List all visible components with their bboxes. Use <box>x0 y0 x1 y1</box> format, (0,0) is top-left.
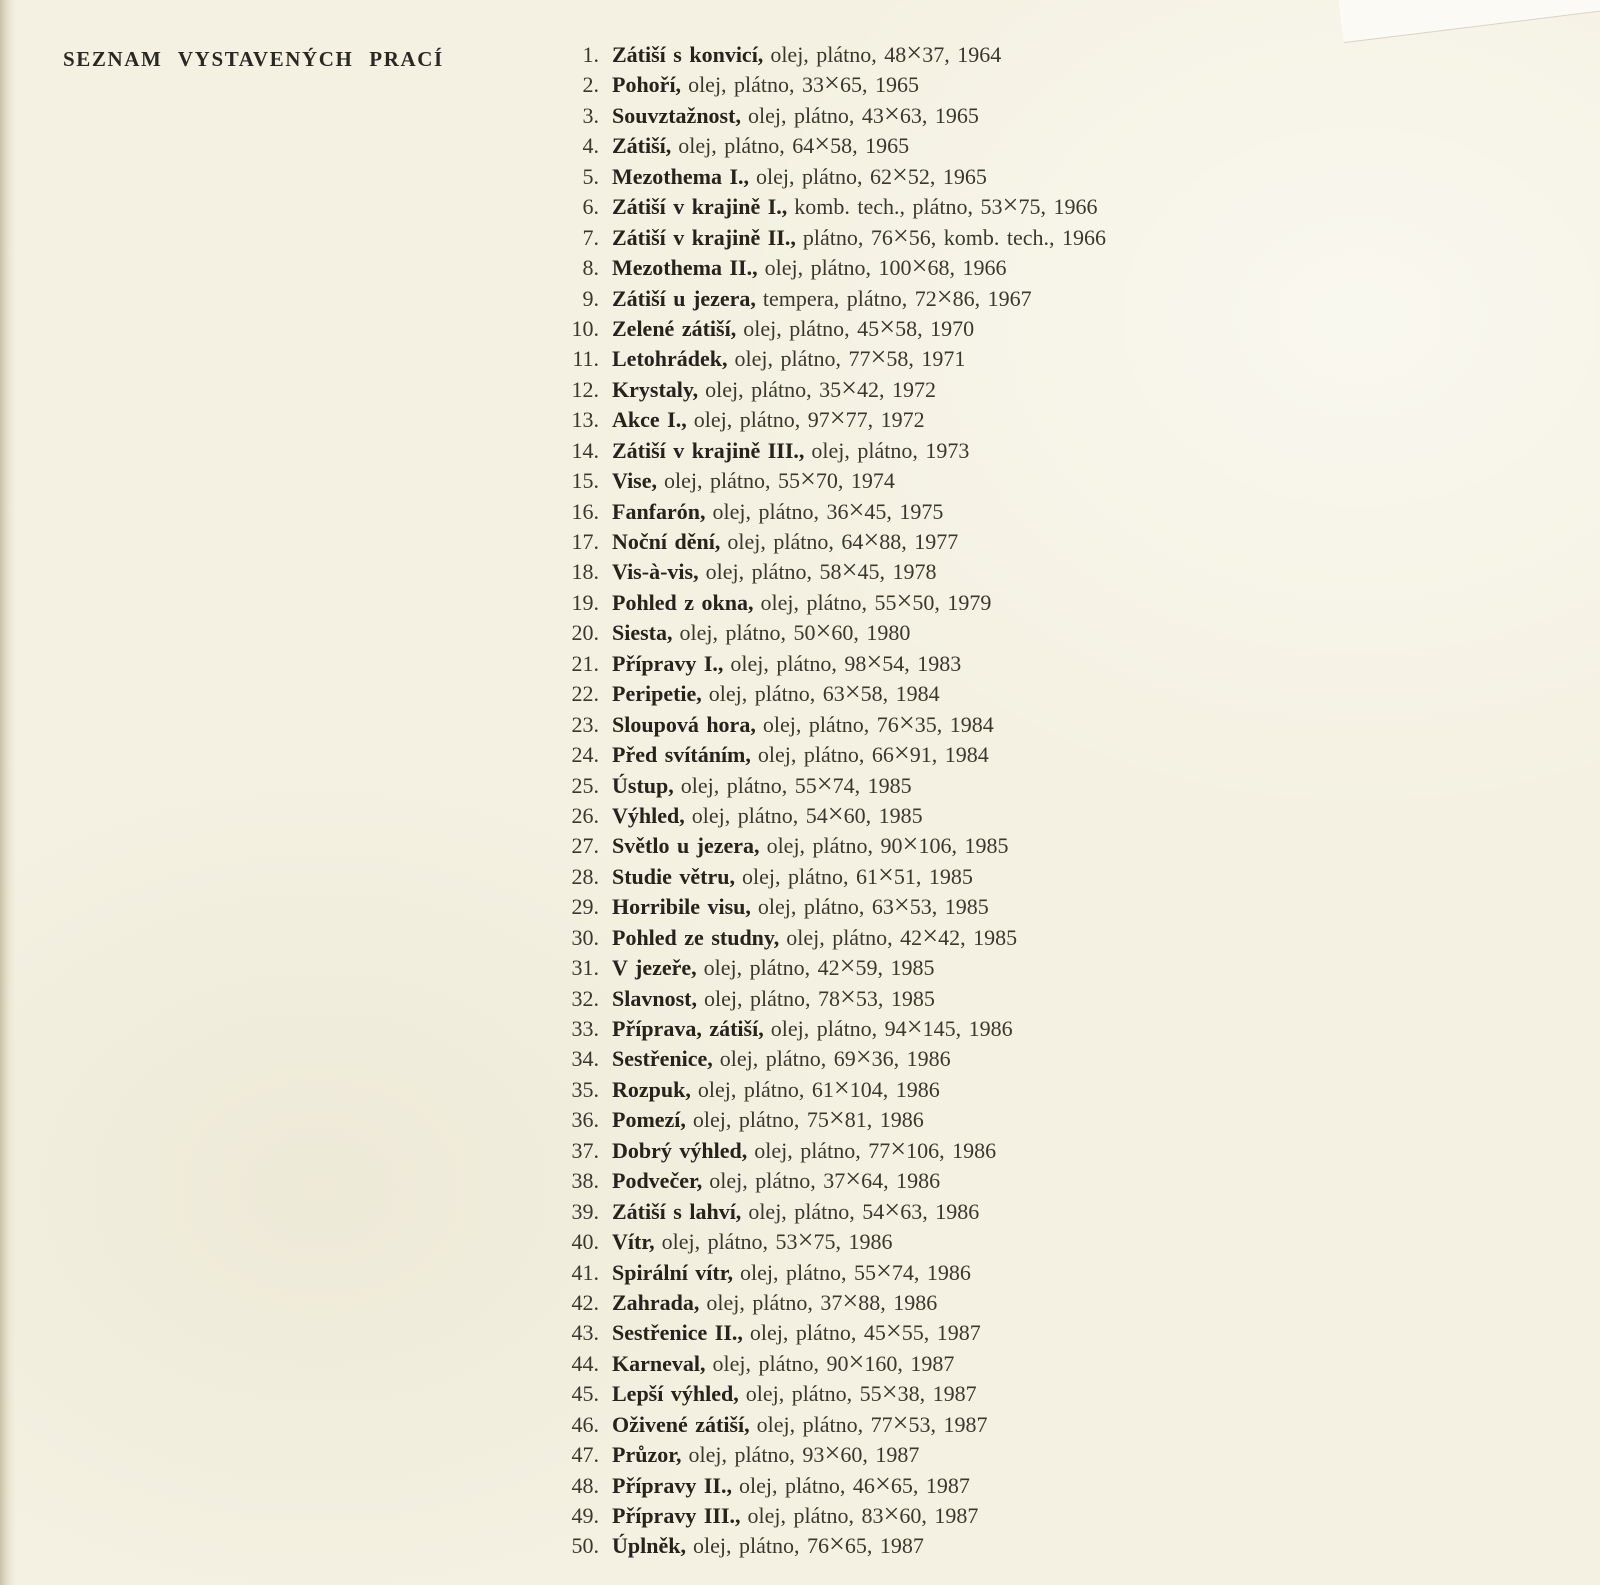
times-glyph: × <box>936 281 953 313</box>
item-number: 12. <box>571 376 599 402</box>
item-number: 9. <box>582 285 599 311</box>
item-title: Pomezí, <box>612 1107 686 1133</box>
item-number: 18. <box>571 559 599 585</box>
item-title: Noční dění, <box>612 529 721 554</box>
item-details: olej, plátno, 69×36, 1986 <box>719 1042 951 1074</box>
item-number: 22. <box>571 681 599 707</box>
item-title: Sestřenice II., <box>612 1320 743 1346</box>
list-item <box>553 740 1106 770</box>
times-glyph: × <box>922 920 939 952</box>
item-title: Zelené zátiší, <box>612 315 737 341</box>
item-number: 46. <box>571 1411 599 1437</box>
list-item <box>553 527 1106 557</box>
times-glyph: × <box>845 1164 862 1196</box>
item-title: Slavnost, <box>612 985 697 1011</box>
list-item <box>553 253 1106 283</box>
item-title: Krystaly, <box>612 376 699 402</box>
item-title: Přípravy I., <box>612 650 724 676</box>
item-number: 25. <box>571 772 599 798</box>
times-glyph: × <box>898 707 915 739</box>
list-item <box>553 892 1106 922</box>
item-title: Výhled, <box>612 802 685 828</box>
times-glyph: × <box>906 38 923 69</box>
item-details: olej, plátno, 55×70, 1974 <box>664 464 895 496</box>
item-details: olej, plátno, 37×88, 1986 <box>706 1285 938 1317</box>
item-title: Vítr, <box>612 1229 655 1255</box>
list-item <box>553 192 1106 222</box>
item-details: olej, plátno, 93×60, 1987 <box>688 1438 920 1470</box>
item-number: 8. <box>582 255 599 281</box>
item-title: Zátiší v krajině II., <box>612 224 796 250</box>
works-list <box>553 40 1106 1562</box>
times-glyph: × <box>911 251 928 283</box>
list-item <box>553 98 1106 131</box>
item-number: 45. <box>571 1381 599 1407</box>
list-item <box>553 159 1106 192</box>
item-title: Spirální vítr, <box>612 1259 733 1285</box>
item-title: Pohled z okna, <box>612 589 754 615</box>
item-number: 41. <box>571 1259 599 1285</box>
item-number: 24. <box>571 742 599 768</box>
item-details: olej, plátno, 90×160, 1987 <box>712 1346 955 1378</box>
times-glyph: × <box>841 372 858 404</box>
item-number: 1. <box>582 42 599 67</box>
list-item <box>553 920 1106 953</box>
list-item <box>553 953 1106 983</box>
times-glyph: × <box>877 859 894 891</box>
item-number: 7. <box>582 224 599 250</box>
item-details: olej, plátno, 75×81, 1986 <box>692 1103 924 1135</box>
item-details: olej, plátno, 83×60, 1987 <box>747 1499 979 1530</box>
item-number: 31. <box>571 955 599 981</box>
list-item <box>553 585 1106 618</box>
times-glyph: × <box>893 738 910 770</box>
item-title: Letohrádek, <box>612 346 728 372</box>
list-item <box>553 768 1106 801</box>
list-item <box>553 557 1106 587</box>
item-number: 23. <box>571 711 599 737</box>
item-details: olej, plátno, 78×53, 1985 <box>703 981 935 1013</box>
item-details: olej, plátno, 94×145, 1986 <box>770 1012 1013 1043</box>
item-details: olej, plátno, 76×65, 1987 <box>692 1529 924 1561</box>
item-title: Sloupová hora, <box>612 711 756 737</box>
item-details: olej, plátno, 48×37, 1964 <box>770 38 1002 69</box>
times-glyph: × <box>874 1468 891 1500</box>
item-title: Zahrada, <box>612 1289 700 1315</box>
item-details: olej, plátno, 62×52, 1965 <box>756 159 987 191</box>
list-item <box>553 40 1106 70</box>
item-title: Pohoří, <box>612 72 682 98</box>
item-details: olej, plátno, 45×55, 1987 <box>749 1316 981 1348</box>
times-glyph: × <box>863 525 880 556</box>
item-details: olej, plátno, 35×42, 1972 <box>705 372 937 404</box>
times-glyph: × <box>842 1285 859 1317</box>
item-details: olej, plátno, 50×60, 1980 <box>679 616 911 648</box>
times-glyph: × <box>875 1255 892 1287</box>
item-number: 27. <box>571 833 599 859</box>
item-details: olej, plátno, 42×42, 1985 <box>786 920 1018 952</box>
item-number: 42. <box>571 1289 599 1315</box>
times-glyph: × <box>839 951 856 983</box>
item-number: 32. <box>571 985 599 1011</box>
times-glyph: × <box>848 494 865 526</box>
item-title: Přípravy II., <box>612 1472 732 1498</box>
item-details: olej, plátno, 45×58, 1970 <box>743 311 975 343</box>
times-glyph: × <box>870 342 887 374</box>
item-details: olej, plátno, 46×65, 1987 <box>738 1468 970 1500</box>
item-number: 36. <box>571 1107 599 1133</box>
item-title: Zátiší u jezera, <box>612 285 756 311</box>
item-number: 19. <box>571 589 599 615</box>
item-title: Akce I., <box>612 407 687 433</box>
item-title: Zátiší s lahví, <box>612 1198 742 1224</box>
times-glyph: × <box>839 981 856 1013</box>
item-number: 14. <box>571 437 599 463</box>
item-details: olej, plátno, 55×74, 1986 <box>740 1255 971 1287</box>
times-glyph: × <box>827 798 844 830</box>
item-details: olej, plátno, 61×51, 1985 <box>742 859 973 891</box>
item-number: 28. <box>571 863 599 889</box>
list-item <box>553 1407 1106 1440</box>
item-number: 13. <box>571 407 599 433</box>
item-number: 48. <box>571 1472 599 1498</box>
item-details: olej, plátno, 33×65, 1965 <box>688 68 919 100</box>
list-item <box>553 1440 1106 1470</box>
times-glyph: × <box>841 555 858 587</box>
list-item <box>553 1468 1106 1501</box>
times-glyph: × <box>1002 190 1019 222</box>
times-glyph: × <box>885 1316 902 1348</box>
page-edge-shadow <box>0 0 16 1585</box>
item-details: olej, plátno, 43×63, 1965 <box>747 98 979 130</box>
item-title: Mezothema II., <box>612 255 758 281</box>
item-number: 20. <box>571 620 599 646</box>
list-item <box>553 859 1106 892</box>
item-number: 39. <box>571 1198 599 1224</box>
list-item <box>553 1346 1106 1379</box>
item-number: 34. <box>571 1046 599 1072</box>
item-details: olej, plátno, 55×74, 1985 <box>680 768 912 800</box>
item-title: Vis-à-vis, <box>612 559 699 585</box>
item-number: 2. <box>582 72 599 98</box>
item-details: olej, plátno, 100×68, 1966 <box>764 251 1007 283</box>
list-item <box>553 1194 1106 1227</box>
times-glyph: × <box>892 220 909 252</box>
item-details: olej, plátno, 63×58, 1984 <box>708 677 940 709</box>
times-glyph: × <box>866 646 883 678</box>
list-item <box>553 1531 1106 1561</box>
item-number: 16. <box>571 498 599 524</box>
item-title: Lepší výhled, <box>612 1381 739 1407</box>
list-item <box>553 405 1106 435</box>
item-title: Zátiší v krajině I., <box>612 194 788 220</box>
times-glyph: × <box>828 1529 845 1561</box>
list-item <box>553 311 1106 344</box>
times-glyph: × <box>890 1133 907 1165</box>
item-details: olej, plátno, 64×88, 1977 <box>727 525 959 556</box>
times-glyph: × <box>816 768 833 800</box>
item-number: 26. <box>571 802 599 828</box>
times-glyph: × <box>883 98 900 130</box>
item-number: 44. <box>571 1350 599 1376</box>
list-item <box>553 1072 1106 1105</box>
item-title: Siesta, <box>612 620 673 646</box>
item-details: komb. tech., plátno, 53×75, 1966 <box>794 190 1098 222</box>
item-title: Ústup, <box>612 772 674 798</box>
times-glyph: × <box>844 677 861 709</box>
times-glyph: × <box>879 311 896 343</box>
item-details: olej, plátno, 36×45, 1975 <box>712 494 944 526</box>
item-number: 6. <box>582 194 599 220</box>
list-item <box>553 679 1106 709</box>
scan-corner-artifact <box>1338 0 1600 43</box>
item-title: Zátiší s konvicí, <box>612 42 764 67</box>
times-glyph: × <box>881 1377 898 1409</box>
item-number: 3. <box>582 102 599 128</box>
list-item <box>553 70 1106 100</box>
list-item <box>553 618 1106 648</box>
list-item <box>553 1285 1106 1318</box>
times-glyph: × <box>814 129 831 161</box>
item-title: Fanfarón, <box>612 498 706 524</box>
item-details: olej, plátno, 76×35, 1984 <box>762 707 994 739</box>
item-details: olej, plátno, 53×75, 1986 <box>661 1225 893 1257</box>
item-details: olej, plátno, 58×45, 1978 <box>705 555 937 587</box>
list-item <box>553 466 1106 496</box>
item-details: olej, plátno, 55×38, 1987 <box>745 1377 977 1409</box>
item-number: 37. <box>571 1137 599 1163</box>
item-details: olej, plátno, 54×63, 1986 <box>748 1194 980 1226</box>
item-title: V jezeře, <box>612 955 697 981</box>
item-title: Horribile visu, <box>612 894 751 920</box>
item-title: Průzor, <box>612 1442 682 1468</box>
item-title: Pohled ze studny, <box>612 924 780 950</box>
list-item <box>553 646 1106 679</box>
item-details: olej, plátno, 37×64, 1986 <box>709 1164 941 1196</box>
times-glyph: × <box>892 1407 909 1439</box>
times-glyph: × <box>833 1072 850 1104</box>
times-glyph: × <box>884 1194 901 1226</box>
item-details: olej, plátno, 97×77, 1972 <box>693 403 925 435</box>
times-glyph: × <box>855 1042 872 1074</box>
list-item <box>553 1166 1106 1196</box>
item-title: Karneval, <box>612 1350 706 1376</box>
item-details: olej, plátno, 42×59, 1985 <box>703 951 935 983</box>
item-number: 47. <box>571 1442 599 1468</box>
item-number: 33. <box>571 1016 599 1041</box>
times-glyph: × <box>883 1499 900 1530</box>
list-item <box>553 1379 1106 1409</box>
item-details: olej, plátno, 54×60, 1985 <box>691 798 923 830</box>
list-item <box>553 1501 1106 1531</box>
item-title: Oživené zátiší, <box>612 1411 750 1437</box>
list-item <box>553 436 1106 466</box>
times-glyph: × <box>906 1012 923 1043</box>
item-details: tempera, plátno, 72×86, 1967 <box>762 281 1032 313</box>
item-title: Přípravy III., <box>612 1503 741 1528</box>
item-title: Zátiší v krajině III., <box>612 437 805 463</box>
item-title: Peripetie, <box>612 681 702 707</box>
times-glyph: × <box>829 403 846 435</box>
list-item <box>553 1105 1106 1135</box>
list-item <box>553 1133 1106 1166</box>
item-number: 17. <box>571 529 599 554</box>
item-number: 4. <box>582 133 599 159</box>
item-title: Úplněk, <box>612 1533 686 1559</box>
item-title: Světlo u jezera, <box>612 833 760 859</box>
list-item <box>553 831 1106 861</box>
times-glyph: × <box>815 616 832 648</box>
item-number: 49. <box>571 1503 599 1528</box>
list-item <box>553 281 1106 314</box>
item-number: 11. <box>572 346 599 372</box>
item-number: 38. <box>571 1168 599 1194</box>
item-number: 10. <box>571 315 599 341</box>
item-title: Mezothema I., <box>612 163 750 189</box>
list-item <box>553 707 1106 740</box>
item-number: 50. <box>571 1533 599 1559</box>
list-item <box>553 372 1106 405</box>
list-item <box>553 344 1106 374</box>
item-title: Rozpuk, <box>612 1076 691 1102</box>
item-details: olej, plátno, 77×58, 1971 <box>734 342 966 374</box>
list-item <box>553 1318 1106 1348</box>
item-number: 29. <box>571 894 599 920</box>
item-number: 35. <box>571 1076 599 1102</box>
item-details: plátno, 76×56, komb. tech., 1966 <box>802 220 1107 252</box>
times-glyph: × <box>824 68 840 100</box>
list-item <box>553 1044 1106 1074</box>
item-title: Před svítáním, <box>612 742 751 768</box>
item-details: olej, plátno, 98×54, 1983 <box>730 646 962 678</box>
item-details: olej, plátno, 55×50, 1979 <box>760 585 992 617</box>
list-item <box>553 1255 1106 1288</box>
item-details: olej, plátno, 77×106, 1986 <box>754 1133 997 1165</box>
times-glyph: × <box>828 1103 845 1135</box>
item-number: 40. <box>571 1229 599 1255</box>
times-glyph: × <box>892 159 908 191</box>
item-title: Sestřenice, <box>612 1046 713 1072</box>
item-number: 21. <box>571 650 599 676</box>
item-details: olej, plátno, 64×58, 1965 <box>678 129 910 161</box>
page-title: SEZNAM VYSTAVENÝCH PRACÍ <box>63 47 444 72</box>
times-glyph: × <box>902 829 919 861</box>
item-title: Zátiší, <box>612 133 672 159</box>
item-details: olej, plátno, 63×53, 1985 <box>757 890 989 922</box>
item-title: Dobrý výhled, <box>612 1137 748 1163</box>
times-glyph: × <box>896 585 913 617</box>
list-item <box>553 1227 1106 1257</box>
item-number: 15. <box>571 468 599 494</box>
item-details: olej, plátno, 77×53, 1987 <box>756 1407 988 1439</box>
item-title: Příprava, zátiší, <box>612 1016 764 1041</box>
item-number: 30. <box>571 924 599 950</box>
times-glyph: × <box>797 1225 814 1257</box>
item-details: olej, plátno, 66×91, 1984 <box>757 738 989 770</box>
list-item <box>553 981 1106 1014</box>
item-number: 43. <box>571 1320 599 1346</box>
item-title: Vise, <box>612 468 658 494</box>
list-item <box>553 1014 1106 1044</box>
list-item <box>553 131 1106 161</box>
item-title: Podvečer, <box>612 1168 703 1194</box>
list-item <box>553 798 1106 831</box>
item-number: 5. <box>582 163 599 189</box>
times-glyph: × <box>800 464 816 496</box>
times-glyph: × <box>893 890 910 922</box>
item-title: Studie větru, <box>612 863 735 889</box>
item-details: olej, plátno, 61×104, 1986 <box>697 1072 940 1104</box>
list-item <box>553 494 1106 527</box>
times-glyph: × <box>824 1438 841 1470</box>
times-glyph: × <box>848 1346 865 1378</box>
item-title: Souvztažnost, <box>612 102 741 128</box>
item-details: olej, plátno, 90×106, 1985 <box>766 829 1009 861</box>
item-details: olej, plátno, 1973 <box>811 437 970 463</box>
list-item <box>553 220 1107 253</box>
